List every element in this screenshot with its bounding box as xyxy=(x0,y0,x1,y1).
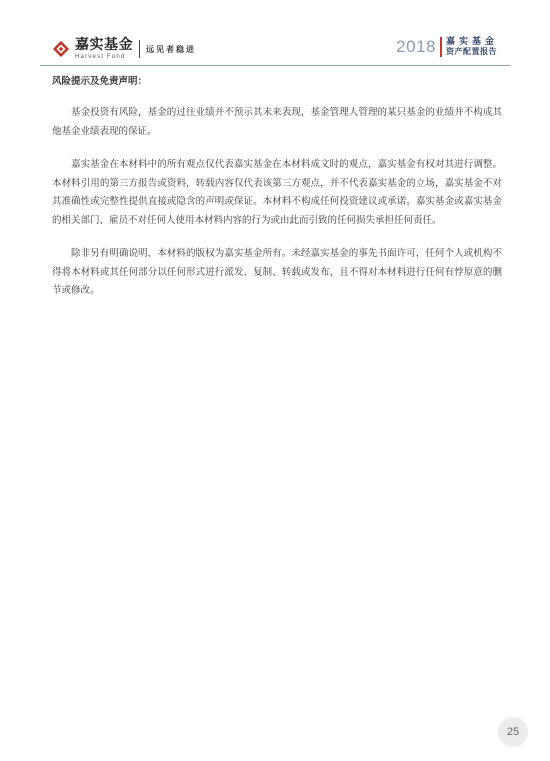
disclaimer-heading: 风险提示及免责声明： xyxy=(52,76,148,87)
brand-name-cn: 嘉实基金 xyxy=(75,37,133,53)
disclaimer-paragraph: 基金投资有风险，基金的过往业绩并不预示其未来表现，基金管理人管理的某只基金的业绩并不构成其他基金业绩表现的保证。 xyxy=(52,107,502,137)
disclaimer-paragraph: 除非另有明确说明，本材料的版权为嘉实基金所有。未经嘉实基金的事先书面许可，任何个人或机构不得将本材料或其任何部分以任何形式进行派发、复制、转载或发布，且不得对本材料进行任何有悖原意的删节或修改。 xyxy=(52,248,502,296)
logo-divider xyxy=(139,40,140,58)
report-identifier xyxy=(396,37,498,57)
report-title-line1: 嘉实基金 xyxy=(445,37,498,48)
harvest-logo-icon xyxy=(52,40,70,58)
harvest-fund-logo xyxy=(52,38,196,60)
page-header xyxy=(0,0,550,66)
header-rule xyxy=(40,65,510,66)
brand-slogan: 远见者稳进 xyxy=(146,44,196,54)
page-number: 25 xyxy=(498,717,528,747)
disclaimer-section xyxy=(52,75,502,316)
disclaimer-paragraph: 嘉实基金在本材料中的所有观点仅代表嘉实基金在本材料成文时的观点，嘉实基金有权对其进行调整。本材料引用的第三方报告或资料，转载内容仅代表该第三方观点，并不代表嘉实基金的立场，嘉实基金不对其准确性或完整性提供直接或隐含的声明或保证。本材料不构成任何投资建议或承诺。嘉实基金或嘉实基金的相关部门、雇员不对任何人使用本材料内容的行为或由此而引致的任何损失承担任何责任。 xyxy=(52,159,502,226)
brand-name-en: Harvest Fund xyxy=(75,54,126,60)
report-divider xyxy=(440,37,442,57)
report-year: 2018 xyxy=(396,37,436,56)
report-title xyxy=(446,38,498,56)
brand-name xyxy=(75,38,133,60)
report-title-line2: 资产配置报告 xyxy=(445,46,497,56)
